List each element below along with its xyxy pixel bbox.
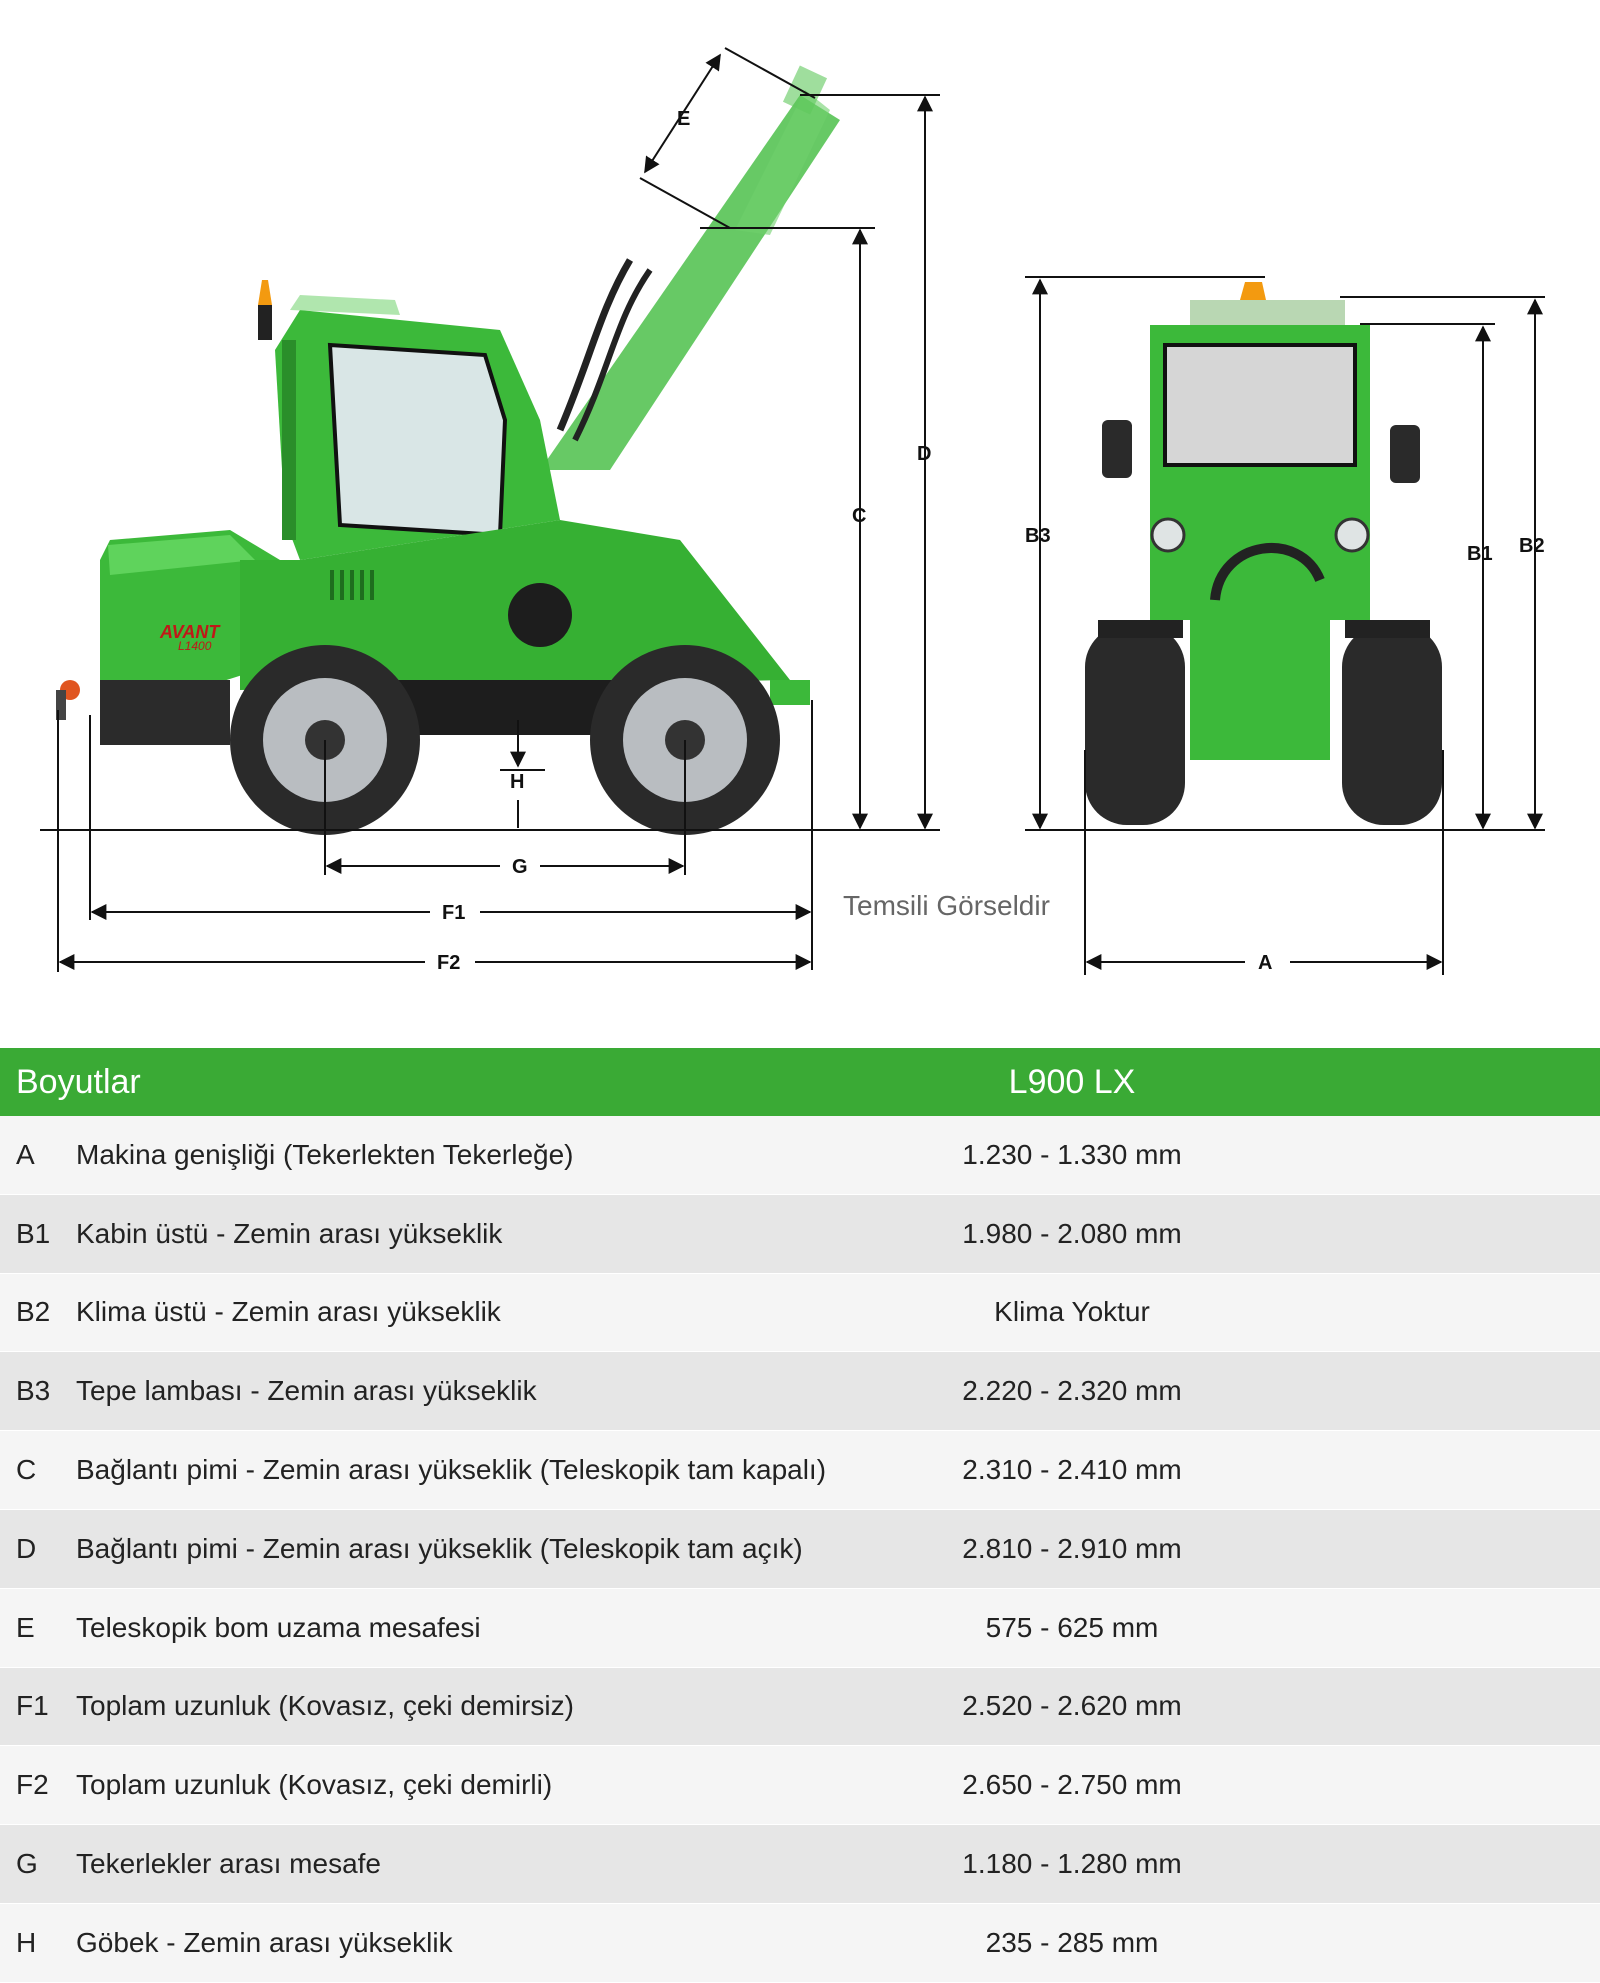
dim-label-f1: F1 (442, 902, 466, 924)
row-code: C (16, 1454, 37, 1486)
row-code: B1 (16, 1217, 51, 1249)
dim-label-b1: B1 (1467, 543, 1493, 565)
row-value: 2.650 - 2.750 mm (962, 1769, 1182, 1801)
row-value: 1.230 - 1.330 mm (962, 1138, 1182, 1170)
dim-label-b2: B2 (1519, 535, 1545, 557)
dim-label-a: A (1258, 952, 1273, 974)
row-code: G (16, 1848, 38, 1880)
table-row (0, 1746, 1600, 1825)
table-header-model: L900 LX (1008, 1062, 1136, 1101)
row-value: 2.310 - 2.410 mm (962, 1454, 1182, 1486)
table-row (0, 1668, 1600, 1747)
row-value: 1.980 - 2.080 mm (962, 1217, 1182, 1249)
row-code: A (16, 1138, 35, 1170)
row-code: E (16, 1611, 35, 1643)
dim-label-b3: B3 (1025, 525, 1051, 547)
row-description: Bağlantı pimi - Zemin arası yükseklik (Teleskopik tam kapalı) (76, 1454, 827, 1486)
dim-label-e: E (677, 108, 691, 130)
row-description: Göbek - Zemin arası yükseklik (76, 1926, 453, 1958)
table-row (0, 1904, 1600, 1983)
row-description: Toplam uzunluk (Kovasız, çeki demirli) (76, 1769, 553, 1801)
side-view-machine (56, 66, 840, 835)
row-description: Tepe lambası - Zemin arası yükseklik (76, 1375, 537, 1407)
table-header (0, 1048, 1600, 1116)
table-row (0, 1431, 1600, 1510)
dim-label-f2: F2 (437, 952, 461, 974)
table-header-title: Boyutlar (16, 1062, 141, 1101)
row-code: F2 (16, 1769, 49, 1801)
table-body (0, 1116, 1600, 1983)
row-code: B2 (16, 1296, 51, 1328)
table-row (0, 1352, 1600, 1431)
front-view-machine (1085, 282, 1442, 825)
row-description: Toplam uzunluk (Kovasız, çeki demirsiz) (76, 1690, 574, 1722)
table-row (0, 1195, 1600, 1274)
row-code: B3 (16, 1375, 51, 1407)
table-row (0, 1589, 1600, 1668)
dim-label-g: G (512, 856, 528, 878)
dim-label-h: H (510, 771, 525, 793)
row-value: 2.520 - 2.620 mm (962, 1690, 1182, 1722)
representative-image-caption: Temsili Görseldir (843, 890, 1050, 921)
table-row (0, 1116, 1600, 1195)
row-value: Klima Yoktur (994, 1296, 1150, 1328)
dimensions-table (0, 1048, 1600, 1983)
row-value: 1.180 - 1.280 mm (962, 1848, 1182, 1880)
row-value: 575 - 625 mm (985, 1611, 1159, 1643)
row-description: Kabin üstü - Zemin arası yükseklik (76, 1217, 503, 1249)
row-description: Klima üstü - Zemin arası yükseklik (76, 1296, 501, 1328)
row-description: Makina genişliği (Tekerlekten Tekerleğe) (76, 1138, 574, 1170)
row-description: Tekerlekler arası mesafe (76, 1848, 382, 1880)
brand-badge: AVANT (160, 622, 220, 642)
row-value: 235 - 285 mm (985, 1926, 1159, 1958)
dim-label-c: C (852, 505, 867, 527)
row-code: H (16, 1926, 37, 1958)
model-badge: L1400 (178, 639, 212, 653)
row-description: Teleskopik bom uzama mesafesi (76, 1611, 481, 1643)
row-code: D (16, 1532, 37, 1564)
row-value: 2.810 - 2.910 mm (962, 1532, 1182, 1564)
row-value: 2.220 - 2.320 mm (962, 1375, 1182, 1407)
table-row (0, 1274, 1600, 1353)
table-row (0, 1510, 1600, 1589)
row-code: F1 (16, 1690, 49, 1722)
dim-label-d: D (917, 443, 932, 465)
row-description: Bağlantı pimi - Zemin arası yükseklik (Teleskopik tam açık) (76, 1532, 803, 1564)
table-row (0, 1825, 1600, 1904)
